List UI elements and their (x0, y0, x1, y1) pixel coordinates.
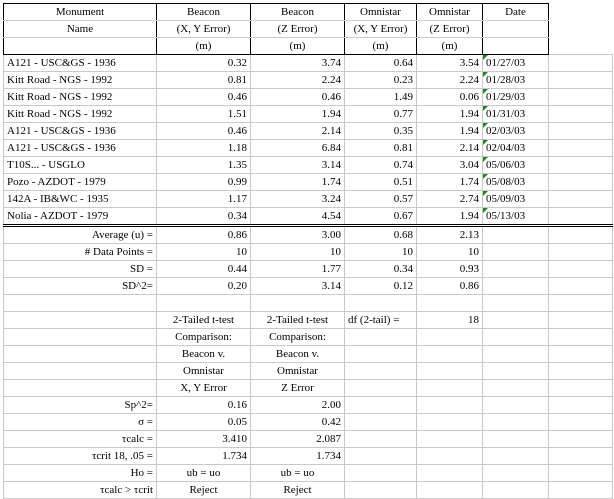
ttest-z-value[interactable]: Reject (251, 482, 345, 499)
omnistar-z-value[interactable]: 2.14 (417, 140, 483, 157)
monument-name[interactable]: Kitt Road - NGS - 1992 (4, 89, 157, 106)
monument-name[interactable]: 142A - IB&WC - 1935 (4, 191, 157, 208)
empty-cell[interactable] (549, 244, 613, 261)
omnistar-xy-stat[interactable]: 10 (345, 244, 417, 261)
spreadsheet-grid (3, 3, 613, 499)
ttest-label[interactable]: Sp^2= (4, 397, 157, 414)
empty-cell[interactable] (345, 380, 417, 397)
ttest-xy-value[interactable]: 0.16 (157, 397, 251, 414)
df-value[interactable]: 18 (417, 312, 483, 329)
ttest-header-xy[interactable]: Beacon v. (157, 346, 251, 363)
header-row (4, 21, 613, 38)
empty-cell[interactable] (345, 397, 417, 414)
header-omni-xy: (X, Y Error) (345, 21, 417, 38)
empty-cell[interactable] (549, 448, 613, 465)
empty-cell[interactable] (549, 123, 613, 140)
omnistar-xy-value[interactable]: 0.77 (345, 106, 417, 123)
empty-cell[interactable] (417, 380, 483, 397)
empty-cell[interactable] (549, 329, 613, 346)
date-text: 05/09/03 (486, 193, 526, 205)
date-text: 01/31/03 (486, 108, 526, 120)
ttest-xy-value[interactable]: 0.05 (157, 414, 251, 431)
monument-name[interactable]: Pozo - AZDOT - 1979 (4, 174, 157, 191)
header-beacon-z: (m) (251, 38, 345, 55)
empty-cell[interactable] (549, 380, 613, 397)
omnistar-xy-value[interactable]: 1.49 (345, 89, 417, 106)
beacon-xy-stat[interactable]: 10 (157, 244, 251, 261)
monument-name[interactable]: Kitt Road - NGS - 1992 (4, 106, 157, 123)
omnistar-xy-stat[interactable]: 0.34 (345, 261, 417, 278)
date-value[interactable] (483, 191, 549, 208)
monument-name[interactable]: Kitt Road - NGS - 1992 (4, 72, 157, 89)
beacon-xy-stat[interactable]: 0.86 (157, 226, 251, 244)
ttest-header-z[interactable]: Z Error (251, 380, 345, 397)
date-text: 01/27/03 (486, 57, 526, 69)
comment-marker-icon (483, 157, 488, 162)
header-row (4, 38, 613, 55)
date-value[interactable] (483, 157, 549, 174)
empty-cell[interactable] (549, 157, 613, 174)
empty-cell[interactable] (549, 346, 613, 363)
comment-marker-icon (483, 191, 488, 196)
beacon-xy-value[interactable]: 0.34 (157, 208, 251, 226)
date-text: 05/06/03 (486, 159, 526, 171)
header-omni-z: (m) (417, 38, 483, 55)
omnistar-z-value[interactable]: 1.94 (417, 208, 483, 226)
empty-cell[interactable] (549, 363, 613, 380)
ttest-z-value[interactable]: ub = uo (251, 465, 345, 482)
beacon-xy-value[interactable]: 0.46 (157, 89, 251, 106)
stat-label[interactable]: # Data Points = (4, 244, 157, 261)
empty-cell[interactable] (549, 21, 613, 38)
beacon-xy-value[interactable]: 1.18 (157, 140, 251, 157)
date-value[interactable] (483, 55, 549, 72)
beacon-xy-value[interactable]: 1.35 (157, 157, 251, 174)
omnistar-z-value[interactable]: 3.54 (417, 55, 483, 72)
date-value[interactable] (483, 208, 549, 226)
ttest-row (4, 414, 613, 431)
comment-marker-icon (483, 208, 488, 213)
empty-cell[interactable] (549, 312, 613, 329)
beacon-z-stat[interactable]: 3.14 (251, 278, 345, 295)
ttest-header-row (4, 329, 613, 346)
empty-cell[interactable] (483, 414, 549, 431)
beacon-xy-value[interactable]: 1.17 (157, 191, 251, 208)
ttest-header-z[interactable]: Omnistar (251, 363, 345, 380)
empty-cell[interactable] (549, 38, 613, 55)
beacon-z-value[interactable]: 6.84 (251, 140, 345, 157)
table-row (4, 140, 613, 157)
empty-cell[interactable] (345, 414, 417, 431)
ttest-z-value[interactable]: 2.00 (251, 397, 345, 414)
ttest-header-z[interactable]: 2-Tailed t-test (251, 312, 345, 329)
ttest-header-xy[interactable]: Omnistar (157, 363, 251, 380)
empty-cell[interactable] (483, 482, 549, 499)
beacon-z-value[interactable]: 4.54 (251, 208, 345, 226)
omnistar-xy-value[interactable]: 0.51 (345, 174, 417, 191)
empty-cell[interactable] (549, 465, 613, 482)
omnistar-z-value[interactable]: 3.04 (417, 157, 483, 174)
beacon-z-value[interactable]: 1.94 (251, 106, 345, 123)
omnistar-xy-stat[interactable]: 0.68 (345, 226, 417, 244)
table-row (4, 191, 613, 208)
empty-cell[interactable] (549, 174, 613, 191)
empty-cell[interactable] (483, 448, 549, 465)
table-row (4, 106, 613, 123)
empty-cell[interactable] (417, 431, 483, 448)
empty-cell[interactable] (483, 244, 549, 261)
omnistar-z-stat[interactable]: 2.13 (417, 226, 483, 244)
empty-cell[interactable] (417, 465, 483, 482)
ttest-xy-value[interactable]: 1.734 (157, 448, 251, 465)
beacon-z-stat[interactable]: 1.77 (251, 261, 345, 278)
empty-cell[interactable] (483, 329, 549, 346)
ttest-z-value[interactable]: 2.087 (251, 431, 345, 448)
comment-marker-icon (483, 89, 488, 94)
empty-cell[interactable] (417, 329, 483, 346)
header-omni-z: Omnistar (417, 4, 483, 21)
empty-cell[interactable] (251, 295, 345, 312)
empty-cell[interactable] (549, 482, 613, 499)
empty-cell[interactable] (345, 346, 417, 363)
beacon-z-value[interactable]: 2.24 (251, 72, 345, 89)
comment-marker-icon (483, 140, 488, 145)
empty-cell[interactable] (483, 363, 549, 380)
stat-label[interactable]: SD = (4, 261, 157, 278)
header-beacon-xy: (X, Y Error) (157, 21, 251, 38)
beacon-z-value[interactable]: 3.14 (251, 157, 345, 174)
ttest-label[interactable]: σ = (4, 414, 157, 431)
ttest-header-xy[interactable]: X, Y Error (157, 380, 251, 397)
ttest-label[interactable]: τcrit 18, .05 = (4, 448, 157, 465)
ttest-row (4, 431, 613, 448)
table-row (4, 123, 613, 140)
header-date (483, 38, 549, 55)
comment-marker-icon (483, 72, 488, 77)
table-row (4, 157, 613, 174)
beacon-xy-value[interactable]: 0.99 (157, 174, 251, 191)
empty-cell[interactable] (4, 380, 157, 397)
table-row (4, 72, 613, 89)
empty-cell[interactable] (4, 312, 157, 329)
comment-marker-icon (483, 55, 488, 60)
omnistar-z-stat[interactable]: 0.86 (417, 278, 483, 295)
empty-cell[interactable] (417, 482, 483, 499)
empty-cell[interactable] (483, 226, 549, 244)
empty-cell[interactable] (417, 397, 483, 414)
omnistar-xy-stat[interactable]: 0.12 (345, 278, 417, 295)
empty-cell[interactable] (157, 295, 251, 312)
monument-name[interactable]: Nolia - AZDOT - 1979 (4, 208, 157, 226)
beacon-z-stat[interactable]: 3.00 (251, 226, 345, 244)
beacon-z-value[interactable]: 1.74 (251, 174, 345, 191)
header-date: Date (483, 4, 549, 21)
ttest-header-xy[interactable]: Comparison: (157, 329, 251, 346)
header-beacon-xy: (m) (157, 38, 251, 55)
header-omni-xy: (m) (345, 38, 417, 55)
omnistar-z-value[interactable]: 1.94 (417, 106, 483, 123)
header-beacon-xy: Beacon (157, 4, 251, 21)
empty-cell[interactable] (417, 448, 483, 465)
ttest-header-z[interactable]: Beacon v. (251, 346, 345, 363)
date-value[interactable] (483, 174, 549, 191)
date-text: 01/29/03 (486, 91, 526, 103)
empty-cell[interactable] (549, 226, 613, 244)
date-text: 02/03/03 (486, 125, 526, 137)
empty-cell[interactable] (345, 329, 417, 346)
empty-cell[interactable] (549, 72, 613, 89)
date-text: 05/13/03 (486, 210, 526, 222)
empty-cell[interactable] (483, 397, 549, 414)
stats-row (4, 278, 613, 295)
empty-cell[interactable] (483, 380, 549, 397)
empty-cell[interactable] (417, 414, 483, 431)
empty-cell[interactable] (549, 191, 613, 208)
empty-cell[interactable] (4, 329, 157, 346)
ttest-xy-value[interactable]: Reject (157, 482, 251, 499)
empty-cell[interactable] (549, 4, 613, 21)
ttest-row (4, 397, 613, 414)
empty-cell[interactable] (549, 295, 613, 312)
table-row (4, 55, 613, 72)
comment-marker-icon (483, 174, 488, 179)
omnistar-xy-value[interactable]: 0.35 (345, 123, 417, 140)
omnistar-z-value[interactable]: 1.94 (417, 123, 483, 140)
empty-cell[interactable] (345, 482, 417, 499)
beacon-z-value[interactable]: 2.14 (251, 123, 345, 140)
omnistar-xy-value[interactable]: 0.57 (345, 191, 417, 208)
stat-label[interactable]: SD^2= (4, 278, 157, 295)
empty-cell[interactable] (345, 363, 417, 380)
empty-cell[interactable] (4, 363, 157, 380)
beacon-xy-stat[interactable]: 0.44 (157, 261, 251, 278)
beacon-z-value[interactable]: 3.24 (251, 191, 345, 208)
empty-cell[interactable] (483, 465, 549, 482)
empty-cell[interactable] (549, 261, 613, 278)
empty-cell[interactable] (549, 414, 613, 431)
header-monument (4, 38, 157, 55)
stat-label[interactable]: Average (u) = (4, 226, 157, 244)
empty-cell[interactable] (345, 448, 417, 465)
beacon-xy-value[interactable]: 0.32 (157, 55, 251, 72)
date-value[interactable] (483, 89, 549, 106)
ttest-xy-value[interactable]: 3.410 (157, 431, 251, 448)
ttest-header-xy[interactable]: 2-Tailed t-test (157, 312, 251, 329)
stats-row (4, 261, 613, 278)
empty-cell[interactable] (417, 346, 483, 363)
omnistar-z-stat[interactable]: 10 (417, 244, 483, 261)
date-text: 05/08/03 (486, 176, 526, 188)
table-row (4, 174, 613, 191)
ttest-header-row (4, 363, 613, 380)
empty-cell[interactable] (345, 465, 417, 482)
monument-name[interactable]: A121 - USC&GS - 1936 (4, 55, 157, 72)
ttest-row (4, 465, 613, 482)
ttest-xy-value[interactable]: ub = uo (157, 465, 251, 482)
omnistar-xy-value[interactable]: 0.23 (345, 72, 417, 89)
ttest-label[interactable]: τcalc > τcrit (4, 482, 157, 499)
beacon-z-value[interactable]: 3.74 (251, 55, 345, 72)
ttest-label[interactable]: Ho = (4, 465, 157, 482)
empty-cell[interactable] (483, 312, 549, 329)
comment-marker-icon (483, 123, 488, 128)
ttest-row (4, 482, 613, 499)
comment-marker-icon (483, 106, 488, 111)
date-value[interactable] (483, 123, 549, 140)
empty-cell[interactable] (483, 278, 549, 295)
omnistar-z-value[interactable]: 2.74 (417, 191, 483, 208)
header-date (483, 21, 549, 38)
date-value[interactable] (483, 140, 549, 157)
empty-cell[interactable] (4, 295, 157, 312)
empty-cell[interactable] (549, 208, 613, 226)
omnistar-z-value[interactable]: 2.24 (417, 72, 483, 89)
monument-name[interactable]: A121 - USC&GS - 1936 (4, 140, 157, 157)
header-monument: Name (4, 21, 157, 38)
ttest-header-row (4, 346, 613, 363)
empty-cell[interactable] (417, 363, 483, 380)
df-label[interactable]: df (2-tail) = (345, 312, 417, 329)
omnistar-z-value[interactable]: 0.06 (417, 89, 483, 106)
ttest-row (4, 448, 613, 465)
ttest-header-row (4, 312, 613, 329)
empty-cell[interactable] (345, 295, 417, 312)
empty-cell[interactable] (549, 140, 613, 157)
omnistar-xy-value[interactable]: 0.74 (345, 157, 417, 174)
monument-name[interactable]: T10S... - USGLO (4, 157, 157, 174)
empty-cell[interactable] (549, 278, 613, 295)
date-text: 01/28/03 (486, 74, 526, 86)
header-beacon-z: Beacon (251, 4, 345, 21)
omnistar-z-stat[interactable]: 0.93 (417, 261, 483, 278)
empty-cell[interactable] (4, 346, 157, 363)
header-omni-z: (Z Error) (417, 21, 483, 38)
ttest-label[interactable]: τcalc = (4, 431, 157, 448)
empty-cell[interactable] (549, 106, 613, 123)
date-text: 02/04/03 (486, 142, 526, 154)
table-row (4, 208, 613, 226)
empty-cell[interactable] (549, 89, 613, 106)
empty-cell[interactable] (549, 397, 613, 414)
date-value[interactable] (483, 72, 549, 89)
date-value[interactable] (483, 106, 549, 123)
beacon-xy-value[interactable]: 0.46 (157, 123, 251, 140)
stats-row (4, 226, 613, 244)
header-omni-xy: Omnistar (345, 4, 417, 21)
beacon-xy-value[interactable]: 1.51 (157, 106, 251, 123)
table-row (4, 89, 613, 106)
beacon-z-value[interactable]: 0.46 (251, 89, 345, 106)
omnistar-xy-value[interactable]: 0.64 (345, 55, 417, 72)
header-beacon-z: (Z Error) (251, 21, 345, 38)
empty-cell[interactable] (483, 295, 549, 312)
omnistar-xy-value[interactable]: 0.81 (345, 140, 417, 157)
monument-name[interactable]: A121 - USC&GS - 1936 (4, 123, 157, 140)
ttest-header-z[interactable]: Comparison: (251, 329, 345, 346)
beacon-z-stat[interactable]: 10 (251, 244, 345, 261)
ttest-z-value[interactable]: 0.42 (251, 414, 345, 431)
empty-cell[interactable] (549, 431, 613, 448)
empty-cell[interactable] (345, 431, 417, 448)
beacon-xy-value[interactable]: 0.81 (157, 72, 251, 89)
header-row (4, 4, 613, 21)
omnistar-xy-value[interactable]: 0.67 (345, 208, 417, 226)
header-monument: Monument (4, 4, 157, 21)
omnistar-z-value[interactable]: 1.74 (417, 174, 483, 191)
beacon-xy-stat[interactable]: 0.20 (157, 278, 251, 295)
ttest-header-row (4, 380, 613, 397)
ttest-z-value[interactable]: 1.734 (251, 448, 345, 465)
empty-cell[interactable] (483, 261, 549, 278)
empty-cell[interactable] (417, 295, 483, 312)
stats-row (4, 244, 613, 261)
empty-cell[interactable] (549, 55, 613, 72)
empty-cell[interactable] (483, 431, 549, 448)
empty-cell[interactable] (483, 346, 549, 363)
